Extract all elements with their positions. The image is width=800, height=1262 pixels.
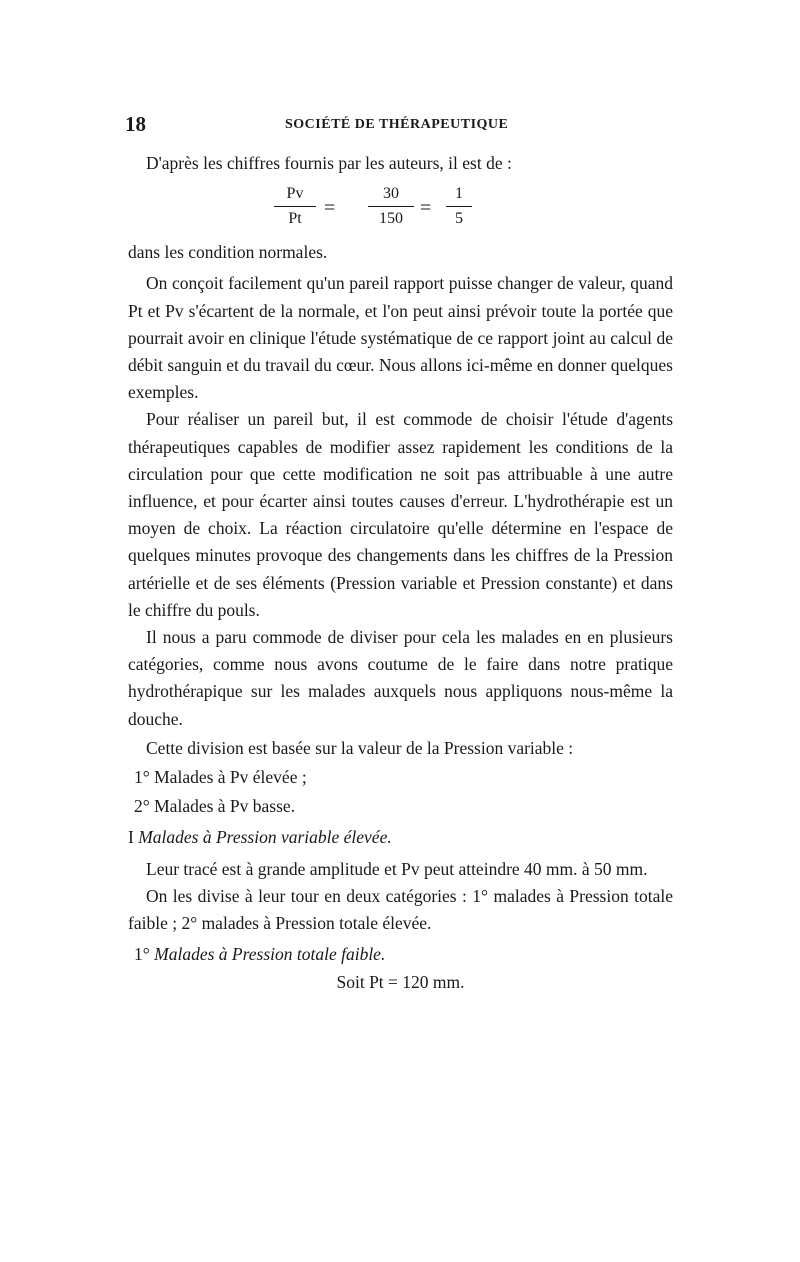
page-number: 18 — [125, 112, 146, 136]
paragraph: Il nous a paru commode de diviser pour cela les malades en en plusieurs catégories, comme nous avons coutume de le faire dans notre pratique hydrothérapique sur les malades auxquels nous appliquons nous-même la douche. — [128, 627, 673, 729]
section-numeral: I — [128, 826, 139, 847]
page-body — [128, 150, 673, 996]
fraction-pv-pt — [274, 183, 316, 230]
equals-sign: = — [324, 197, 336, 220]
ratio-formula — [128, 177, 673, 239]
section-title: Malades à Pression variable élevée. — [138, 826, 392, 847]
fraction-1-5 — [446, 183, 472, 230]
fraction-numerator: 30 — [368, 183, 414, 207]
list-item: 1° Malades à Pv élevée ; — [134, 766, 307, 787]
page-header — [125, 112, 675, 140]
final-line: Soit Pt = 120 mm. — [336, 971, 465, 992]
fraction-numerator: Pv — [274, 183, 316, 207]
paragraph: Pour réaliser un pareil but, il est commode de choisir l'étude d'agents thérapeutiques capables de modifier assez rapidement les conditions de la circulation pour que cette modification ne soit pas attribuable à une autre influence, et pour écarter ainsi toutes causes d'erreur. L'hydrothérapie est un moyen de choix. La réaction circulatoire qu'elle détermine en l'espace de quelques minutes provoque des changements dans les chiffres de la Pression artérielle et de ses éléments (Pression variable et Pression constante) et dans le chiffre du pouls. — [128, 409, 673, 620]
fraction-30-150 — [368, 183, 414, 230]
after-formula-line: dans les condition normales. — [128, 242, 328, 263]
paragraph: On les divise à leur tour en deux catégories : 1° malades à Pression totale faible ; 2° malades à Pression totale élevée. — [128, 886, 673, 934]
running-title: SOCIÉTÉ DE THÉRAPEUTIQUE — [285, 117, 509, 132]
fraction-denominator: Pt — [288, 210, 302, 228]
fraction-numerator: 1 — [446, 183, 472, 207]
intro-line: D'après les chiffres fournis par les auteurs, il est de : — [146, 153, 512, 173]
subsection-title: Malades à Pression totale faible. — [154, 944, 386, 965]
list-item: 2° Malades à Pv basse. — [134, 795, 296, 816]
subsection-numeral: 1° — [134, 944, 155, 965]
subsection-heading — [128, 941, 673, 968]
paragraph: Leur tracé est à grande amplitude et Pv peut atteindre 40 mm. à 50 mm. — [146, 858, 648, 879]
paragraph: Cette division est basée sur la valeur de la Pression variable : — [146, 737, 574, 758]
fraction-denominator: 5 — [455, 210, 463, 228]
equals-sign: = — [420, 197, 432, 220]
fraction-denominator: 150 — [379, 210, 403, 228]
section-heading — [128, 823, 673, 852]
paragraph: On conçoit facilement qu'un pareil rapport puisse changer de valeur, quand Pt et Pv s'écartent de la normale, et l'on peut ainsi prévoir toute la portée que pourrait avoir en clinique l'étude systématique de ce rapport joint au calcul de débit sanguin et du travail du cœur. Nous allons ici-même en donner quelques exemples. — [128, 273, 673, 403]
